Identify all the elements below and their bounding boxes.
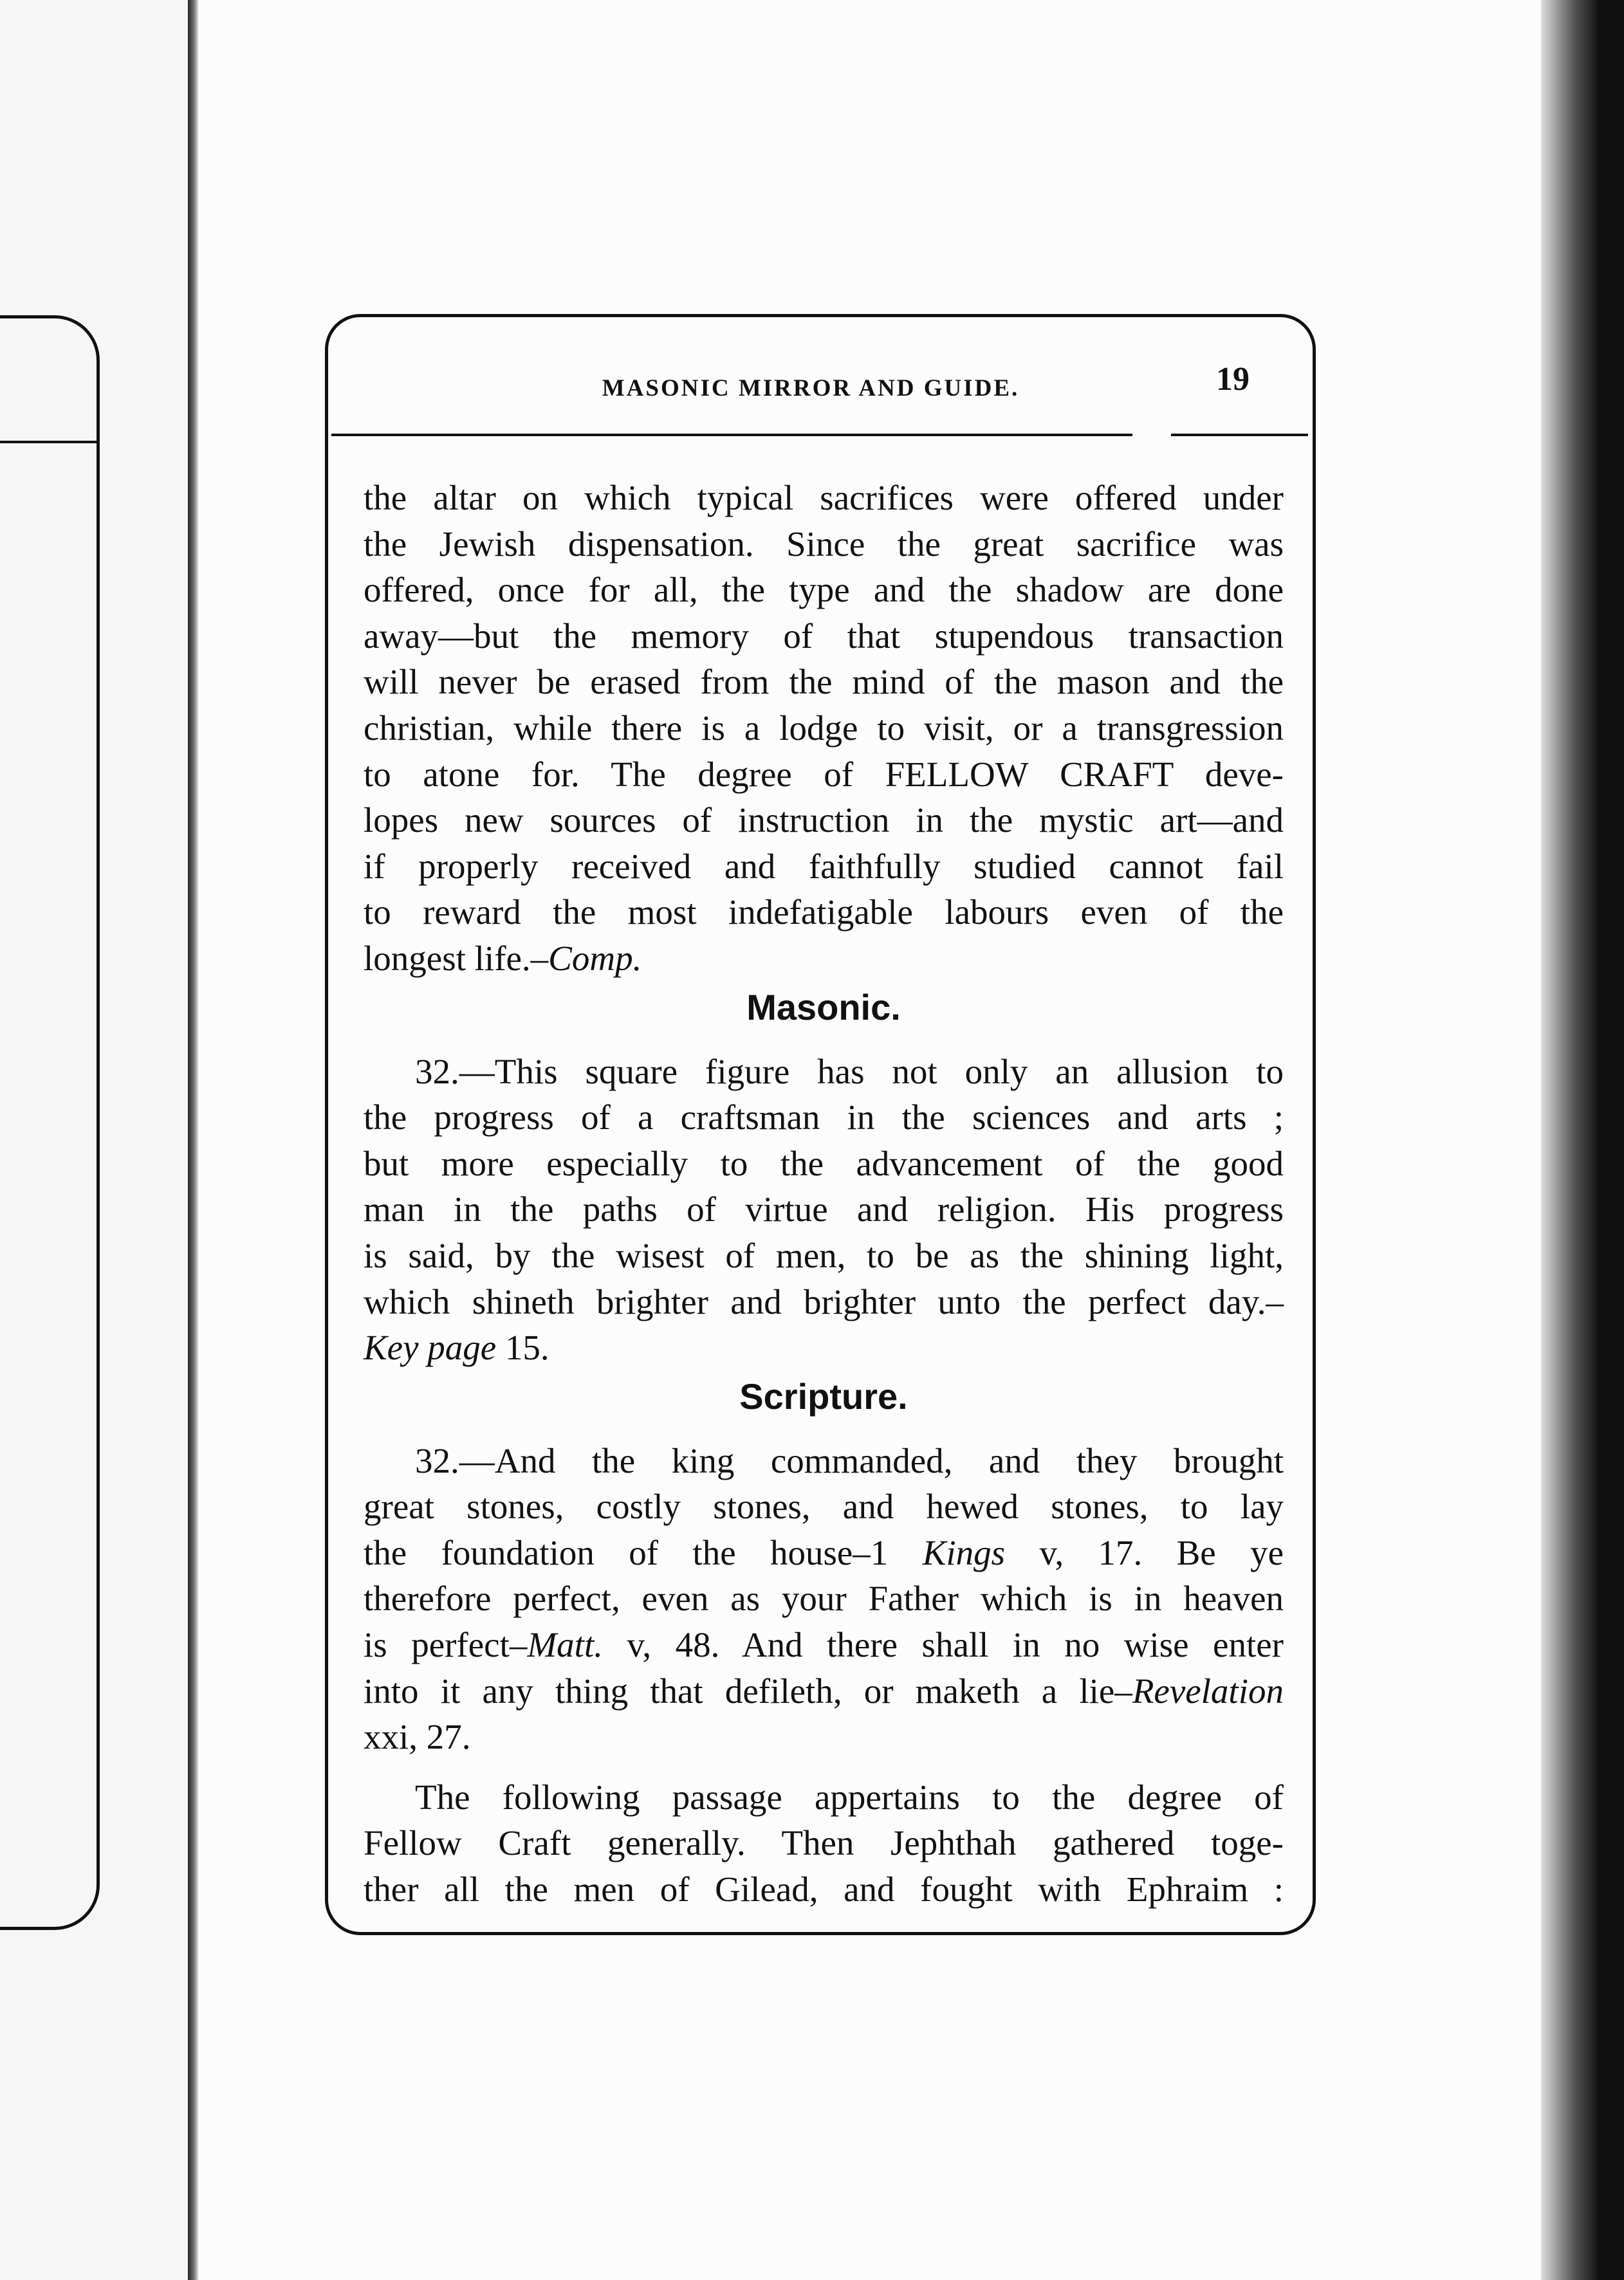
text-line: which shineth brighter and brighter unto the perfect day.–: [364, 1282, 1284, 1321]
citation: Key page: [364, 1328, 497, 1368]
book-gutter: [188, 0, 198, 2280]
page-number: 19: [1216, 361, 1250, 398]
text-line: longest life.–Comp.: [364, 938, 642, 978]
text-line: is perfect–Matt. v, 48. And there shall in no wise enter: [364, 1625, 1284, 1665]
text-line: if properly received and faithfully studied cannot fail: [364, 846, 1284, 886]
citation: Comp.: [548, 938, 642, 978]
text-line: man in the paths of virtue and religion. His progress: [364, 1190, 1284, 1229]
running-head: MASONIC MIRROR AND GUIDE.: [602, 375, 1020, 401]
text-line: lopes new sources of instruction in the mystic art—and: [364, 800, 1284, 840]
text-line: 32.—And the king commanded, and they brought: [415, 1440, 1284, 1480]
text-line: ther all the men of Gilead, and fought with Ephraim :: [364, 1870, 1284, 1909]
citation: Revelation: [1132, 1671, 1284, 1711]
text-line: the altar on which typical sacrifices were offered under: [364, 478, 1284, 517]
citation: Kings: [922, 1532, 1006, 1572]
text-line: The following passage appertains to the degree of: [415, 1777, 1284, 1817]
text-line: Key page 15.: [364, 1328, 549, 1368]
text-line: xxi, 27.: [364, 1717, 471, 1757]
text-line: into it any thing that defileth, or maketh a lie–Revelation: [364, 1671, 1284, 1711]
citation: Matt.: [527, 1625, 603, 1665]
text-line: but more especially to the advancement of the good: [364, 1143, 1284, 1183]
text-line: Fellow Craft generally. Then Jephthah gathered toge-: [364, 1823, 1284, 1863]
section-heading-scripture: Scripture.: [739, 1375, 908, 1417]
text-line: christian, while there is a lodge to visit, or a transgression: [364, 708, 1284, 748]
facing-page-rule: [0, 441, 97, 443]
page-body: [364, 475, 1284, 1913]
text-line: the progress of a craftsman in the sciences and arts ;: [364, 1098, 1284, 1137]
book-edge: [1541, 0, 1624, 2280]
text-line: to atone for. The degree of FELLOW CRAFT deve-: [364, 754, 1284, 794]
text-line: to reward the most indefatigable labours even of the: [364, 892, 1284, 932]
text-line: will never be erased from the mind of the mason and the: [364, 662, 1284, 702]
text-line: the foundation of the house–1 Kings v, 17. Be ye: [364, 1532, 1284, 1572]
text-line: offered, once for all, the type and the shadow are done: [364, 570, 1284, 610]
facing-page: [0, 0, 193, 2280]
text-line: great stones, costly stones, and hewed stones, to lay: [364, 1487, 1284, 1527]
text-line: away—but the memory of that stupendous transaction: [364, 616, 1284, 656]
text-line: 32.—This square figure has not only an allusion to: [415, 1051, 1284, 1091]
text-line: the Jewish dispensation. Since the great sacrifice was: [364, 524, 1284, 564]
facing-page-frame: [0, 315, 100, 1930]
section-heading-masonic: Masonic.: [746, 986, 901, 1027]
text-line: therefore perfect, even as your Father which is in heaven: [364, 1579, 1284, 1619]
text-line: is said, by the wisest of men, to be as the shining light,: [364, 1235, 1284, 1275]
